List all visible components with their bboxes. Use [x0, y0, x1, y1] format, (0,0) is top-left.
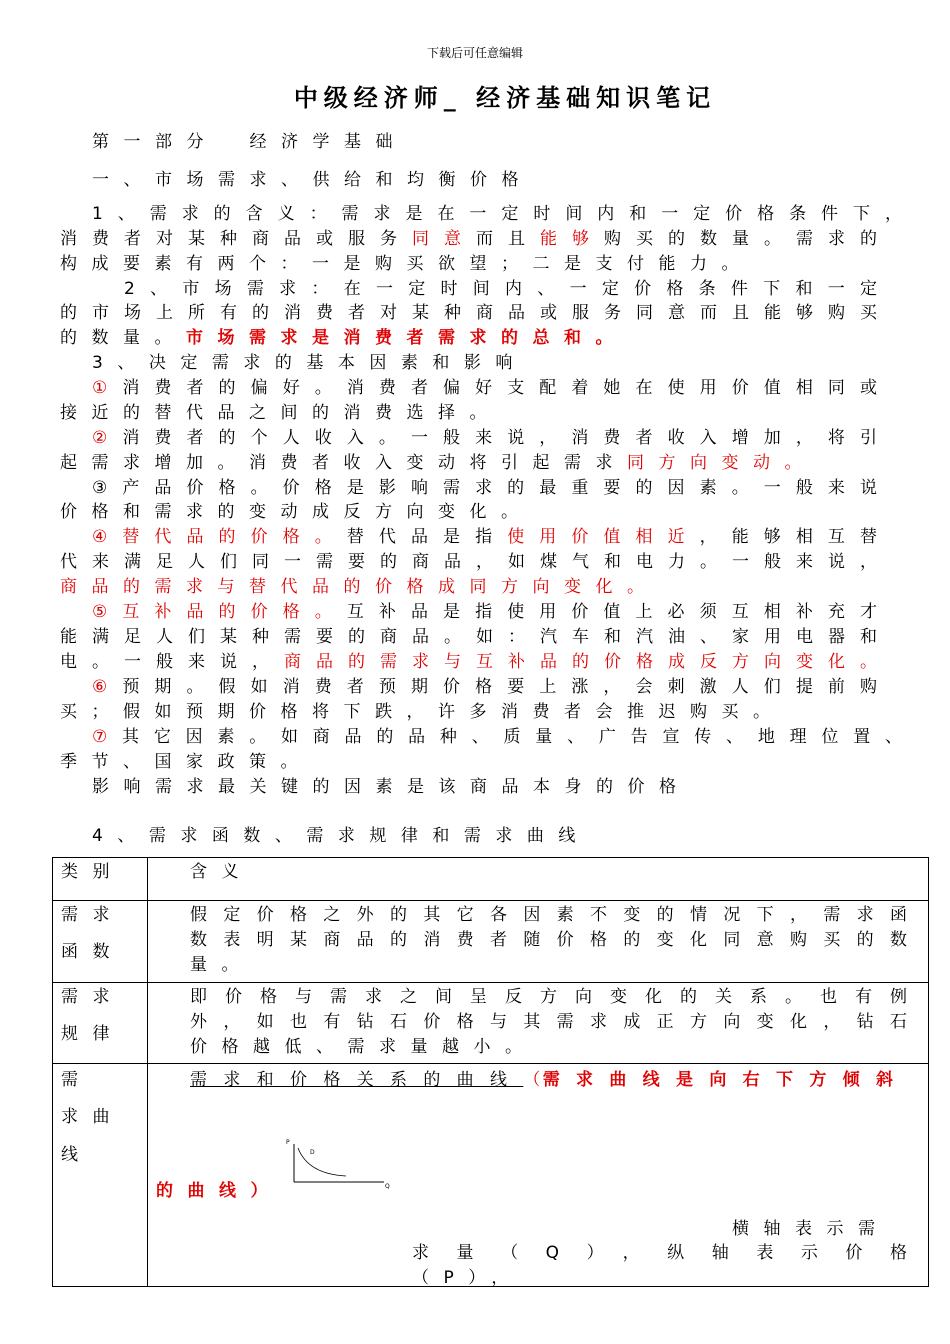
section-heading-1: 一、市场需求、供给和均衡价格 [92, 170, 533, 190]
chart-p-label: P [286, 1139, 290, 1146]
demand-table [52, 857, 929, 1287]
demand-curve-diagram [284, 1136, 394, 1196]
factor3-line2: 价格和需求的变动成反方向变化。 [60, 502, 533, 522]
key-factor-note: 影响需求最关键的因素是该商品本身的价格 [92, 777, 691, 797]
table-row-demand-curve [53, 1064, 929, 1287]
factor1-line2: 接近的替代品之间的消费选择。 [60, 403, 501, 423]
table-row-demand-function [53, 901, 929, 983]
para1-line3: 构成要素有两个：一是购买欲望；二是支付能力。 [60, 254, 753, 274]
table-header-row [53, 858, 929, 901]
cell-demand-law-meaning: 即价格与需求之间呈反方向变化的关系。也有例 外，如也有钻石价格与其需求成正方向变化，钻石 价格越低、需求量越小。 [148, 983, 929, 1064]
chart-demand-curve [298, 1148, 346, 1176]
factor6-line2: 买；假如预期价格将下跌，许多消费者会推迟购买。 [60, 702, 785, 722]
factor1-line1: ①消费者的偏好。消费者偏好支配着她在使用价值相同或 [92, 378, 878, 398]
factor2-line1: ②消费者的个人收入。一般来说，消费者收入增加，将引 [92, 428, 878, 448]
para3-heading: 3、决定需求的基本因素和影响 [92, 353, 527, 373]
factor3-line1: ③产品价格。价格是影响需求的最重要的因素。一般来说 [92, 478, 877, 498]
factor7-line1: ⑦其它因素。如商品的品种、质量、广告宣传、地理位置、 [92, 727, 902, 747]
chart-d-label: D [310, 1149, 315, 1156]
factor2-line2: 起需求增加。消费者收入变动将引起需求同方向变动。 [60, 453, 816, 473]
factor6-line1: ⑥预期。假如消费者预期价格要上涨，会刺激人们提前购 [92, 677, 878, 697]
factor7-line2: 季节、国家政策。 [60, 752, 312, 772]
table-row-demand-law [53, 983, 929, 1064]
para2-line3: 的数量。市场需求是消费者需求的总和。 [60, 328, 627, 348]
factor4-line1: ④替代品的价格。替代品是指使用价值相近，能够相互替 [92, 527, 878, 547]
factor5-line3: 电。一般来说，商品的需求与互补品的价格成反方向变化。 [60, 652, 877, 672]
cell-demand-function-label: 需求 函数 [53, 901, 148, 983]
para1-line2: 消费者对某种商品或服务同意而且能够购买的数量。需求的 [60, 229, 877, 249]
factor5-line2: 能满足人们某种需要的商品。如：汽车和汽油、家用电器和 [60, 627, 877, 647]
table-header-meaning: 含义 [148, 858, 929, 901]
cell-demand-curve-label: 需 求曲 线 [53, 1064, 148, 1287]
page-header: 下载后可任意编辑 [426, 46, 523, 60]
para2-line2: 的市场上所有的消费者对某种商品或服务同意而且能够购买 [60, 303, 877, 323]
chart-q-label: Q [385, 1183, 390, 1190]
cell-demand-curve-meaning: 需求和价格关系的曲线（需求曲线是向右下方倾斜 P D Q 的曲线） 横轴表示需 求量（Q），纵轴表示价格 （P）， [148, 1064, 929, 1287]
cell-demand-function-meaning: 假定价格之外的其它各因素不变的情况下，需求函 数表明某商品的消费者随价格的变化同意购买的数 量。 [148, 901, 929, 983]
factor4-line3: 商品的需求与替代品的价格成同方向变化。 [60, 577, 659, 597]
cell-demand-law-label: 需求 规律 [53, 983, 148, 1064]
table-header-category: 类别 [53, 858, 148, 901]
section-heading-4: 4、需求函数、需求规律和需求曲线 [92, 826, 590, 846]
para1-line1: 1、需求的含义：需求是在一定时间内和一定价格条件下， [92, 204, 902, 224]
part-heading: 第一部分 经济学基础 [92, 132, 407, 152]
demand-curve-underlined: 需求和价格关系的曲线 [190, 1070, 524, 1090]
para2-line1: 2、市场需求：在一定时间内、一定价格条件下和一定 [124, 279, 877, 299]
page-title: 中级经济师_ 经济基础知识笔记 [293, 84, 717, 112]
factor4-line2: 代来满足人们同一需要的商品，如煤气和电力。一般来说， [60, 552, 877, 572]
factor5-line1: ⑤互补品的价格。互补品是指使用价值上必须互相补充才 [92, 602, 877, 622]
